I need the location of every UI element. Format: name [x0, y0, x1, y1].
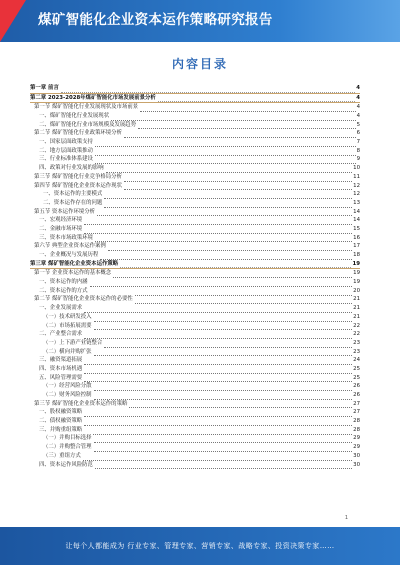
toc-entry-label: （二）横向并购扩张	[43, 348, 92, 355]
table-of-contents	[30, 84, 360, 469]
toc-entry[interactable]	[30, 426, 360, 435]
toc-entry-label: 二、资本运作存在的问题	[43, 199, 103, 206]
toc-entry-page: 17	[353, 243, 360, 250]
toc-entry-page: 19	[352, 260, 360, 267]
toc-entry-label: 第二节 煤矿智能化行业政策环境分析	[34, 130, 122, 137]
toc-entry-label: （二）市场拓展需要	[43, 322, 92, 329]
toc-entry-label: 四、资本市场机遇	[39, 365, 83, 372]
toc-entry-page: 25	[353, 365, 360, 372]
toc-entry-page: 28	[353, 426, 360, 433]
toc-entry-page: 20	[353, 287, 360, 294]
toc-entry[interactable]	[30, 374, 360, 383]
header-accent-stripe	[0, 0, 26, 42]
toc-entry[interactable]	[30, 461, 360, 470]
toc-entry-page: 9	[356, 156, 360, 163]
toc-entry-page: 13	[353, 199, 360, 206]
toc-entry-page: 4	[356, 94, 360, 101]
toc-entry[interactable]	[30, 138, 360, 147]
toc-entry-page: 24	[353, 357, 360, 364]
toc-entry-page: 16	[353, 234, 360, 241]
toc-heading: 内容目录	[171, 57, 228, 71]
toc-entry-page: 4	[356, 104, 360, 111]
toc-entry-page: 28	[353, 418, 360, 425]
toc-entry-label: （一）技术研发投入	[43, 313, 92, 320]
toc-entry-page: 23	[353, 348, 360, 355]
toc-entry-page: 25	[353, 374, 360, 381]
toc-entry-label: 第二节 煤矿智能化企业资本运作的必要性	[34, 296, 133, 303]
toc-entry-label: 第三节 煤矿智能化行业竞争格局分析	[34, 173, 122, 180]
toc-entry-page: 30	[353, 461, 360, 468]
toc-entry[interactable]	[30, 382, 360, 391]
toc-entry[interactable]	[30, 304, 360, 313]
toc-entry-label: （一）上下游产业链整合	[43, 339, 103, 346]
toc-leader-dots	[61, 87, 355, 93]
toc-entry-page: 26	[353, 383, 360, 390]
toc-entry[interactable]	[30, 313, 360, 322]
toc-entry[interactable]	[30, 173, 360, 182]
toc-entry-page: 6	[356, 130, 360, 137]
toc-entry-page: 10	[353, 165, 360, 172]
toc-entry-label: 一、宏观经济环境	[39, 217, 83, 224]
toc-entry-label: 二、资本运作的方式	[39, 287, 88, 294]
toc-entry-label: 三、资本市场政策环境	[39, 234, 93, 241]
toc-entry-page: 29	[353, 444, 360, 451]
toc-entry-page: 8	[356, 147, 360, 154]
toc-entry[interactable]	[30, 348, 360, 357]
toc-entry-page: 23	[353, 339, 360, 346]
toc-entry[interactable]	[30, 199, 360, 208]
footer-bar	[0, 527, 400, 565]
toc-entry-label: 第一节 煤矿智能化行业发展现状及市场前景	[34, 104, 139, 111]
toc-entry-label: 第一章 前言	[30, 84, 59, 91]
footer-slogan: 让每个人都能成为 行业专家、管理专家、营销专家、战略专家、投资决策专家……	[65, 542, 335, 550]
toc-entry-page: 30	[353, 452, 360, 459]
toc-entry-label: （一）并购目标选择	[43, 435, 92, 442]
toc-entry[interactable]	[30, 391, 360, 400]
toc-entry-page: 22	[353, 331, 360, 338]
toc-entry-label: 三、融资渠道拓展	[39, 357, 83, 364]
toc-entry-label: 一、资本运作的内涵	[39, 279, 88, 286]
toc-entry[interactable]	[30, 156, 360, 165]
toc-entry-label: 四、资本运作风险防范	[39, 461, 93, 468]
toc-entry-page: 4	[356, 113, 360, 120]
toc-entry[interactable]	[30, 408, 360, 417]
toc-entry[interactable]	[30, 147, 360, 156]
header-bar	[0, 0, 400, 42]
toc-entry[interactable]	[30, 112, 360, 121]
toc-entry[interactable]	[30, 296, 360, 305]
report-title: 煤矿智能化企业资本运作策略研究报告	[38, 12, 273, 28]
toc-entry[interactable]	[30, 322, 360, 331]
toc-entry-page: 15	[353, 225, 360, 232]
toc-entry-label: 二、金融市场环境	[39, 225, 83, 232]
toc-entry[interactable]	[30, 182, 360, 191]
toc-entry[interactable]	[30, 400, 360, 409]
toc-entry-label: 一、企业发展需求	[39, 305, 83, 312]
toc-entry-label: 一、国家层面政策支持	[39, 139, 93, 146]
toc-entry[interactable]	[30, 356, 360, 365]
toc-entry[interactable]	[30, 435, 360, 444]
toc-entry-page: 12	[353, 182, 360, 189]
toc-entry-label: 一、煤矿智能化行业发展现状	[39, 113, 110, 120]
toc-entry-label: 二、煤矿智能化行业市场规模及发展趋势	[39, 121, 137, 128]
toc-entry[interactable]	[30, 84, 360, 94]
toc-entry[interactable]	[30, 129, 360, 138]
toc-leader-dots	[158, 96, 355, 102]
toc-entry-label: （三）重组方式	[43, 452, 81, 459]
toc-entry-page: 21	[353, 296, 360, 303]
toc-entry-page: 29	[353, 435, 360, 442]
toc-entry[interactable]	[30, 452, 360, 461]
toc-entry-page: 19	[353, 279, 360, 286]
toc-leader-dots	[95, 463, 352, 469]
toc-entry-label: 五、风险管理需要	[39, 374, 83, 381]
toc-entry-label: 三、行业标准体系建设	[39, 156, 93, 163]
toc-entry-label: 第五节 资本运作环境分析	[34, 208, 96, 215]
toc-entry[interactable]	[30, 164, 360, 173]
toc-entry[interactable]	[30, 287, 360, 296]
toc-entry-label: 二、产业整合需求	[39, 331, 83, 338]
toc-leader-dots	[120, 262, 351, 268]
toc-entry[interactable]	[30, 339, 360, 348]
toc-entry-page: 18	[353, 252, 360, 259]
toc-entry[interactable]	[30, 242, 360, 251]
toc-entry-label: 一、资本运作的主要模式	[43, 191, 103, 198]
toc-entry-page: 27	[353, 409, 360, 416]
toc-entry[interactable]	[30, 251, 360, 260]
toc-entry-page: 19	[353, 270, 360, 277]
toc-entry-page: 4	[356, 84, 360, 91]
toc-entry-page: 14	[353, 217, 360, 224]
toc-entry-label: 一、企业概况与发展历程	[39, 252, 99, 259]
toc-entry-page: 12	[353, 191, 360, 198]
toc-entry-label: 第六节 典型企业资本运作案例	[34, 243, 106, 250]
page-number: 1	[344, 515, 348, 521]
toc-entry-label: 四、政策对行业发展的影响	[39, 165, 104, 172]
toc-entry[interactable]	[30, 190, 360, 199]
toc-entry-label: 第二章 2023-2028年煤矿智能化市场发展前景分析	[30, 94, 156, 101]
toc-entry-page: 21	[353, 305, 360, 312]
toc-entry-label: 第三章 煤矿智能化企业资本运作策略	[30, 260, 119, 267]
toc-entry-label: 第四节 煤矿智能化企业资本运作现状	[34, 182, 122, 189]
toc-entry[interactable]	[30, 443, 360, 452]
toc-entry-page: 27	[353, 400, 360, 407]
toc-entry[interactable]	[30, 216, 360, 225]
toc-entry-label: 第一节 企业资本运作的基本概念	[34, 270, 112, 277]
toc-entry-page: 7	[356, 139, 360, 146]
toc-entry-label: （一）经营风险分散	[43, 383, 92, 390]
toc-entry[interactable]	[30, 103, 360, 112]
toc-entry-label: 二、地方层面政策推动	[39, 147, 93, 154]
toc-entry[interactable]	[30, 121, 360, 130]
toc-entry[interactable]	[30, 260, 360, 270]
toc-entry-label: 三、并购重组策略	[39, 426, 83, 433]
toc-entry[interactable]	[30, 234, 360, 243]
toc-entry-page: 26	[353, 392, 360, 399]
toc-entry-page: 5	[356, 121, 360, 128]
toc-entry-page: 22	[353, 322, 360, 329]
toc-entry[interactable]	[30, 417, 360, 426]
toc-entry[interactable]	[30, 365, 360, 374]
toc-entry-label: （二）并购整合管理	[43, 444, 92, 451]
toc-entry[interactable]	[30, 94, 360, 104]
toc-entry[interactable]	[30, 330, 360, 339]
toc-entry-label: 第三节 煤矿智能化企业资本运作的策略	[34, 400, 128, 407]
toc-entry-label: 二、债权融资策略	[39, 418, 83, 425]
toc-entry-label: 一、股权融资策略	[39, 409, 83, 416]
toc-entry[interactable]	[30, 269, 360, 278]
toc-entry[interactable]	[30, 208, 360, 217]
toc-entry-page: 14	[353, 208, 360, 215]
toc-entry-label: （二）财务风险控制	[43, 392, 92, 399]
toc-entry[interactable]	[30, 278, 360, 287]
toc-entry[interactable]	[30, 225, 360, 234]
toc-entry-page: 11	[353, 173, 360, 180]
toc-entry-page: 21	[353, 313, 360, 320]
